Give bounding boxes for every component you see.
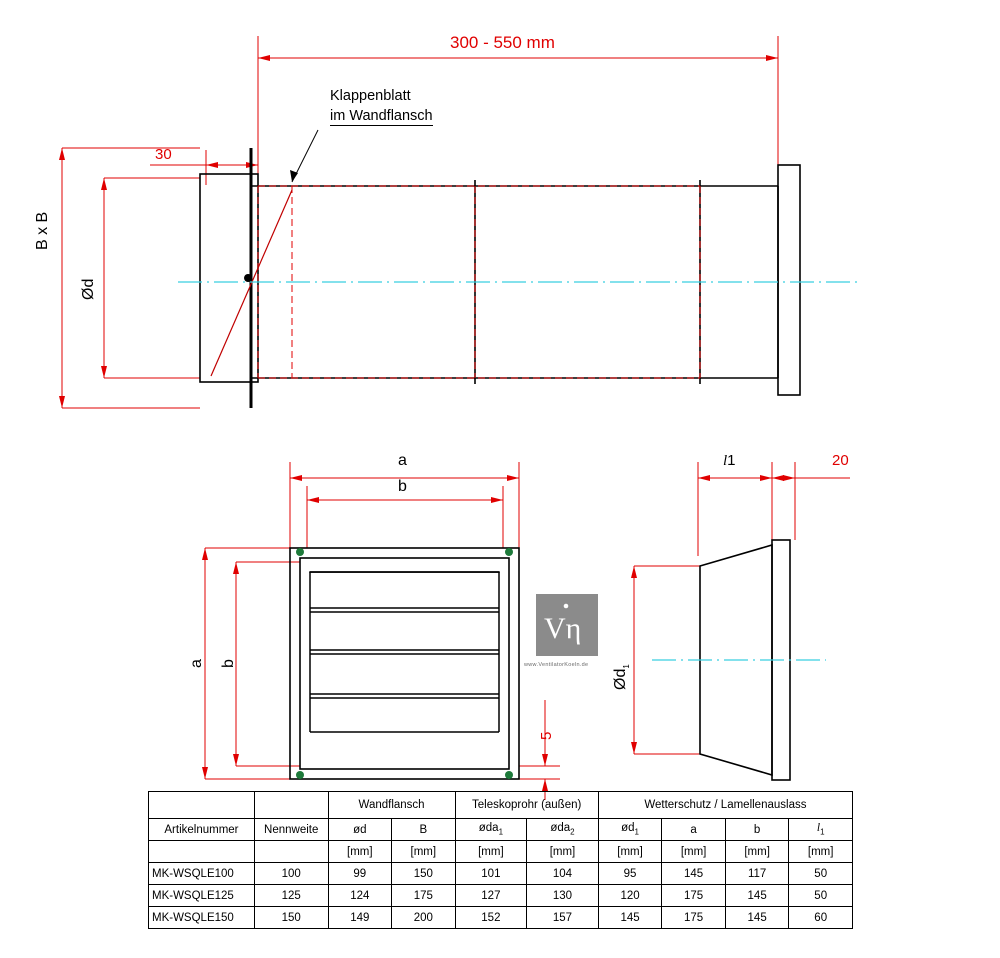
label-l1 — [723, 452, 736, 470]
table-group-header-row — [149, 792, 853, 819]
unit-cell-3: [mm] — [328, 841, 392, 863]
note-leader-line — [290, 130, 318, 182]
table-row — [149, 863, 853, 885]
dim-l1 — [698, 462, 772, 556]
louvre-corner-screws — [296, 548, 513, 779]
label-oed1 — [612, 664, 631, 690]
cell-oed: 149 — [328, 907, 392, 929]
label-l1-index: 1 — [727, 452, 736, 469]
weather-cowl-outline — [778, 165, 800, 395]
table-units-row — [149, 841, 853, 863]
label-oed1-text: Ød — [612, 668, 629, 690]
cell-art: MK-WSQLE150 — [149, 907, 255, 929]
cell-oed1: 120 — [598, 885, 662, 907]
cell-nennweite: 150 — [254, 907, 328, 929]
unit-cell-10: [mm] — [789, 841, 853, 863]
col-oed: ød — [328, 819, 392, 841]
group-cell-teleskoprohr: Teleskoprohr (außen) — [455, 792, 598, 819]
col-a: a — [662, 819, 726, 841]
cell-B: 200 — [392, 907, 456, 929]
watermark-glyph-icon — [536, 594, 598, 656]
cell-art: MK-WSQLE100 — [149, 863, 255, 885]
col-artikelnummer: Artikelnummer — [149, 819, 255, 841]
cell-l1: 60 — [789, 907, 853, 929]
label-note-line1: Klappenblatt — [330, 88, 411, 104]
dim-overall-300-550 — [258, 36, 778, 175]
watermark-logo — [536, 594, 598, 656]
label-oed1-sub: 1 — [622, 664, 632, 669]
unit-cell-5: [mm] — [455, 841, 527, 863]
spec-table — [148, 791, 853, 929]
cell-art: MK-WSQLE125 — [149, 885, 255, 907]
cell-oeda2: 157 — [527, 907, 599, 929]
label-BxB: B x B — [34, 211, 51, 250]
dim-5 — [519, 700, 560, 800]
svg-text:Vη: Vη — [544, 612, 582, 645]
cell-a: 145 — [662, 863, 726, 885]
col-b: b — [725, 819, 789, 841]
label-a-top: a — [398, 452, 407, 469]
cell-oeda1: 152 — [455, 907, 527, 929]
cell-oeda1: 101 — [455, 863, 527, 885]
louvre-blades — [310, 572, 499, 732]
louvre-frame-outline — [290, 548, 519, 779]
col-oeda2: øda$_2$ — [527, 819, 599, 841]
unit-cell-2 — [254, 841, 328, 863]
label-a-left: a — [188, 659, 205, 668]
cell-a: 175 — [662, 907, 726, 929]
unit-cell-1 — [149, 841, 255, 863]
label-overall-dimension: 300 - 550 mm — [450, 33, 555, 52]
label-dim-5: 5 — [538, 731, 555, 740]
col-B: B — [392, 819, 456, 841]
cell-b: 145 — [725, 885, 789, 907]
cell-b: 145 — [725, 907, 789, 929]
dim-a-left — [202, 548, 292, 779]
cell-l1: 50 — [789, 885, 853, 907]
watermark-url: www.VentilatorKoeln.de — [524, 662, 589, 668]
label-note-line2: im Wandflansch — [330, 108, 433, 124]
table-row — [149, 885, 853, 907]
label-oed: Ød — [80, 278, 97, 300]
unit-cell-6: [mm] — [527, 841, 599, 863]
cell-l1: 50 — [789, 863, 853, 885]
cell-oed1: 95 — [598, 863, 662, 885]
unit-cell-8: [mm] — [662, 841, 726, 863]
cell-oed1: 145 — [598, 907, 662, 929]
unit-cell-7: [mm] — [598, 841, 662, 863]
col-oed1: $ød_1$ — [598, 819, 662, 841]
cell-nennweite: 100 — [254, 863, 328, 885]
unit-cell-4: [mm] — [392, 841, 456, 863]
cell-oeda1: 127 — [455, 885, 527, 907]
label-b-top: b — [398, 478, 407, 495]
group-cell-wandflansch: Wandflansch — [328, 792, 455, 819]
label-dim-30: 30 — [155, 146, 172, 163]
unit-cell-9: [mm] — [725, 841, 789, 863]
col-l1: $l_1$ — [789, 819, 853, 841]
cell-B: 150 — [392, 863, 456, 885]
cell-oeda2: 104 — [527, 863, 599, 885]
cell-a: 175 — [662, 885, 726, 907]
dim-20 — [772, 462, 850, 540]
group-cell-wetterschutz: Wetterschutz / Lamellenauslass — [598, 792, 852, 819]
cell-b: 117 — [725, 863, 789, 885]
label-dim-20: 20 — [832, 452, 849, 469]
label-b-left: b — [220, 659, 237, 668]
cell-oed: 124 — [328, 885, 392, 907]
col-oeda1: øda$_1$ — [455, 819, 527, 841]
dim-oed-top — [101, 178, 200, 378]
group-cell-empty-2 — [254, 792, 328, 819]
col-nennweite: Nennweite — [254, 819, 328, 841]
table-column-header-row — [149, 819, 853, 841]
cell-B: 175 — [392, 885, 456, 907]
cell-oeda2: 130 — [527, 885, 599, 907]
dim-a-top — [290, 462, 519, 548]
cell-oed: 99 — [328, 863, 392, 885]
cell-nennweite: 125 — [254, 885, 328, 907]
group-cell-empty-1 — [149, 792, 255, 819]
table-row — [149, 907, 853, 929]
label-l1-prefix: l — [723, 453, 728, 469]
